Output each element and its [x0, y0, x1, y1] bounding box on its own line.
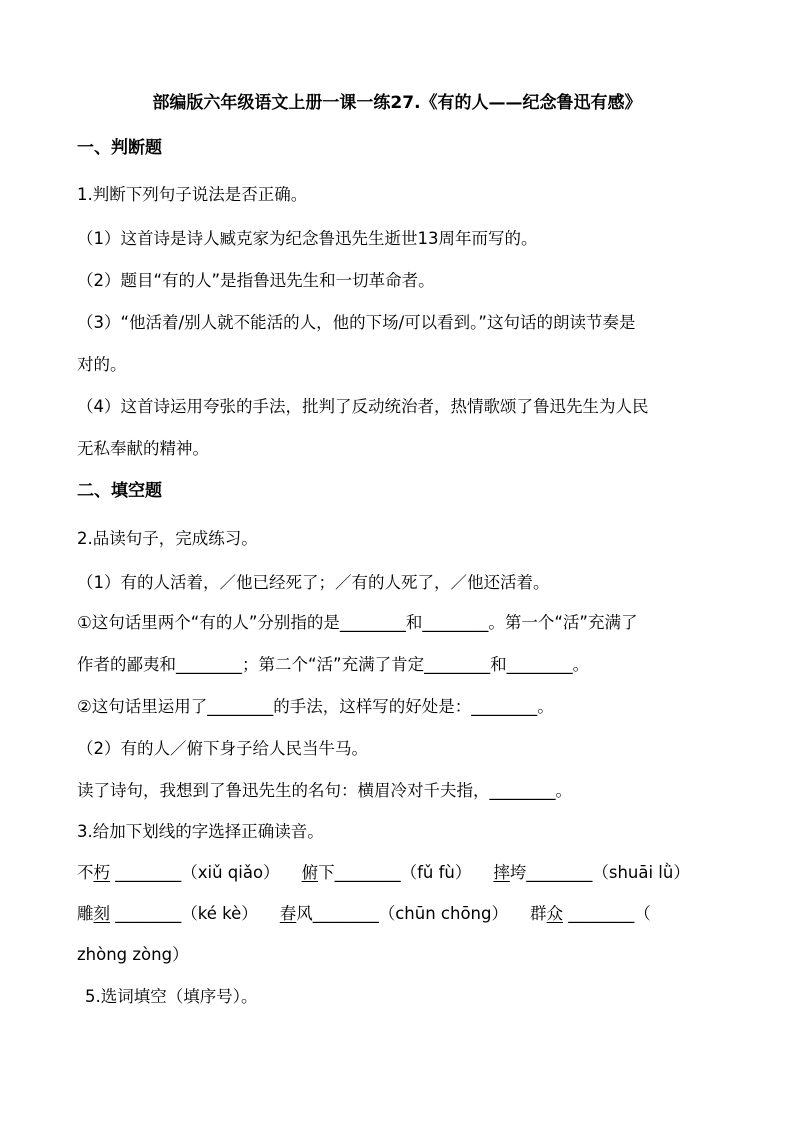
q3-item: 不朽 ________（xiǔ qiǎo） — [77, 863, 280, 882]
q1-statement-1: （1）这首诗是诗人臧克家为纪念鲁迅先生逝世13周年而写的。 — [77, 229, 538, 248]
q1-statement-4-line-1: （4）这首诗运用夸张的手法，批判了反动统治者，热情歌颂了鲁迅先生为人民 — [77, 397, 649, 416]
underlined-char: 俯 — [301, 863, 319, 882]
q3-item: 春风________（chūn chōng） — [279, 904, 508, 923]
underlined-char: 摔 — [493, 863, 510, 882]
q2-passage-2-question: 读了诗句，我想到了鲁迅先生的名句：横眉冷对千夫指，________。 — [77, 781, 572, 800]
q3-stem: 3.给加下划线的字选择正确读音。 — [77, 822, 324, 841]
q1-stem: 1.判断下列句子说法是否正确。 — [77, 185, 308, 204]
q2-question-2: ②这句话里运用了________的手法，这样写的好处是：________。 — [77, 697, 554, 716]
q1-statement-3-line-1: （3）“他活着/别人就不能活的人，他的下场/可以看到。”这句话的朗读节奏是 — [77, 313, 636, 332]
q1-statement-3-line-2: 对的。 — [77, 355, 127, 374]
q2-passage-2: （2）有的人／俯下身子给人民当牛马。 — [77, 739, 368, 758]
q3-item: 摔垮________（shuāi lǜ） — [493, 863, 690, 882]
q3-item: 群众 ________（ — [529, 904, 651, 923]
q1-statement-4-line-2: 无私奉献的精神。 — [77, 439, 209, 458]
q2-stem: 2.品读句子，完成练习。 — [77, 529, 258, 548]
underlined-char: 朽 — [93, 863, 110, 882]
q2-question-1-line-2: 作者的鄙夷和________；第二个“活”充满了肯定________和________。 — [77, 655, 590, 674]
q2-passage-1: （1）有的人活着，／他已经死了；／有的人死了，／他还活着。 — [77, 573, 550, 592]
q2-question-1-line-1: ①这句话里两个“有的人”分别指的是________和________。第一个“活”充满了 — [77, 613, 638, 632]
underlined-char: 刻 — [93, 904, 110, 923]
q3-row-3: zhòng zòng） — [77, 945, 189, 964]
q3-row-1 — [77, 862, 690, 884]
q3-row-2 — [77, 903, 651, 925]
section-heading-fill-blank: 二、填空题 — [77, 481, 162, 501]
q3-item: 雕刻 ________（ké kè） — [77, 904, 258, 923]
page-title: 部编版六年级语文上册一课一练27.《有的人——纪念鲁迅有感》 — [152, 93, 642, 113]
q1-statement-2: （2）题目“有的人”是指鲁迅先生和一切革命者。 — [77, 271, 435, 290]
section-heading-judgement: 一、判断题 — [77, 138, 162, 158]
q5-stem: 5.选词填空（填序号）。 — [85, 987, 258, 1006]
q3-item: 俯下________（fǔ fù） — [301, 863, 472, 882]
underlined-char: 春 — [279, 904, 297, 923]
underlined-char: 众 — [546, 904, 563, 923]
